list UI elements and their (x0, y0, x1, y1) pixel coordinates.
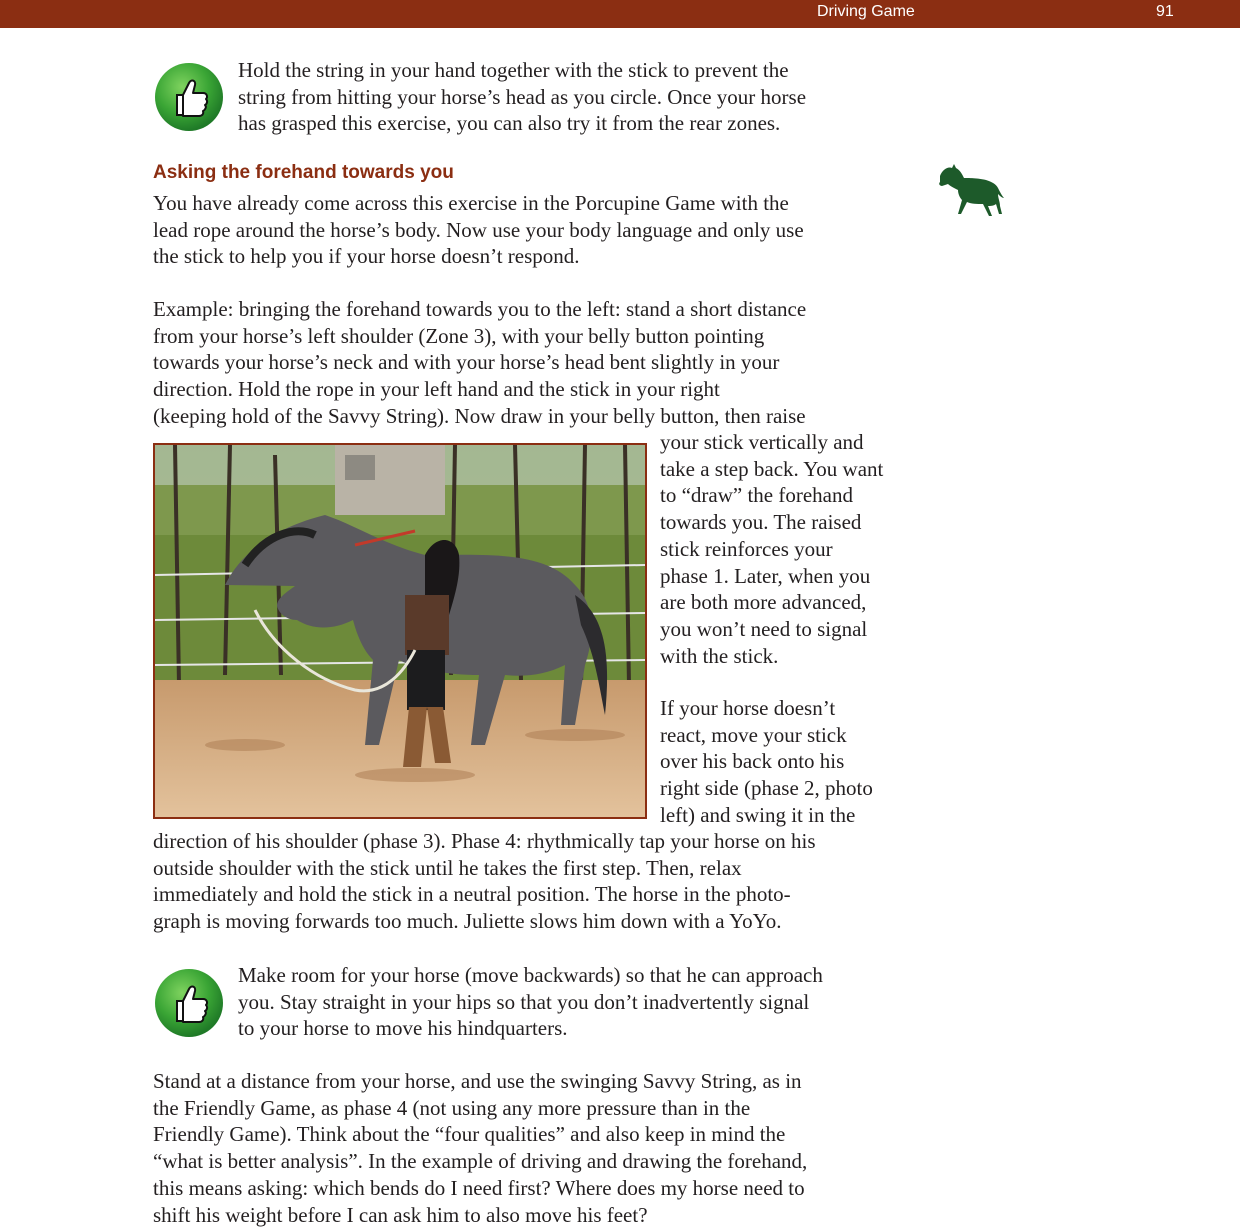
text-line: you. Stay straight in your hips so that you don’t inadvertently signal (238, 989, 810, 1014)
text-line: to “draw” the forehand (660, 483, 853, 508)
text-line: are both more advanced, (660, 590, 867, 615)
horse-icon (936, 164, 1006, 218)
text-line: take a step back. You want (660, 456, 884, 481)
horse-photo (153, 443, 647, 819)
continuation-paragraph (153, 828, 816, 935)
text-line: lead rope around the horse’s body. Now use your body language and only use (153, 217, 804, 242)
text-line: over his back onto his (660, 749, 845, 774)
tip-text (238, 962, 823, 1042)
text-line: left) and swing it in the (660, 802, 856, 827)
text-line: to your horse to move his hindquarters. (238, 1016, 568, 1041)
text-line: react, move your stick (660, 722, 847, 747)
page-number: 91 (1156, 3, 1174, 20)
text-line: If your horse doesn’t (660, 696, 836, 720)
text-line: string from hitting your horse’s head as you circle. Once your horse (238, 84, 807, 109)
text-line: immediately and hold the stick in a neutral position. The horse in the photo- (153, 882, 791, 907)
text-line: towards your horse’s neck and with your horse’s head bent slightly in your (153, 350, 780, 375)
closing-paragraph (153, 1068, 807, 1228)
text-line: graph is moving forwards too much. Juliette slows him down with a YoYo. (153, 909, 782, 934)
text-line: shift his weight before I can ask him to also move his feet? (153, 1202, 648, 1227)
header-bar (0, 0, 1240, 28)
text-line: the Friendly Game, as phase 4 (not using any more pressure than in the (153, 1095, 751, 1120)
text-line: phase 1. Later, when you (660, 563, 871, 588)
text-line: the stick to help you if your horse doesn’t respond. (153, 244, 580, 269)
example-paragraph (153, 296, 806, 430)
text-line: outside shoulder with the stick until he takes the first step. Then, relax (153, 855, 742, 880)
text-line: Stand at a distance from your horse, and use the swinging Savvy String, as in (153, 1069, 802, 1093)
text-line: this means asking: which bends do I need first? Where does my horse need to (153, 1175, 805, 1200)
text-line: You have already come across this exercise in the Porcupine Game with the (153, 191, 789, 215)
wrap-paragraph-2 (660, 695, 873, 829)
text-line: Friendly Game). Think about the “four qualities” and also keep in mind the (153, 1122, 786, 1147)
text-line: Hold the string in your hand together with the stick to prevent the (238, 58, 789, 82)
chapter-title: Driving Game (817, 3, 915, 20)
section-heading: Asking the forehand towards you (153, 162, 454, 183)
intro-paragraph (153, 190, 804, 270)
wrap-paragraph (660, 429, 883, 669)
thumbs-up-icon (153, 967, 225, 1039)
text-line: Example: bringing the forehand towards you to the left: stand a short distance (153, 297, 807, 321)
text-line: “what is better analysis”. In the example of driving and drawing the forehand, (153, 1149, 808, 1174)
text-line: (keeping hold of the Savvy String). Now draw in your belly button, then raise (153, 403, 806, 428)
text-line: from your horse’s left shoulder (Zone 3), with your belly button pointing (153, 323, 765, 348)
text-line: has grasped this exercise, you can also try it from the rear zones. (238, 111, 781, 136)
text-line: right side (phase 2, photo (660, 776, 873, 801)
thumbs-up-icon (153, 61, 225, 133)
text-line: stick reinforces your (660, 536, 833, 561)
tip-text (238, 57, 806, 137)
text-line: direction of his shoulder (phase 3). Phase 4: rhythmically tap your horse on his (153, 829, 816, 853)
text-line: direction. Hold the rope in your left hand and the stick in your right (153, 377, 720, 402)
text-line: towards you. The raised (660, 510, 862, 535)
text-line: Make room for your horse (move backwards) so that he can approach (238, 963, 823, 987)
text-line: your stick vertically and (660, 430, 864, 454)
text-line: with the stick. (660, 643, 779, 668)
text-line: you won’t need to signal (660, 616, 868, 641)
